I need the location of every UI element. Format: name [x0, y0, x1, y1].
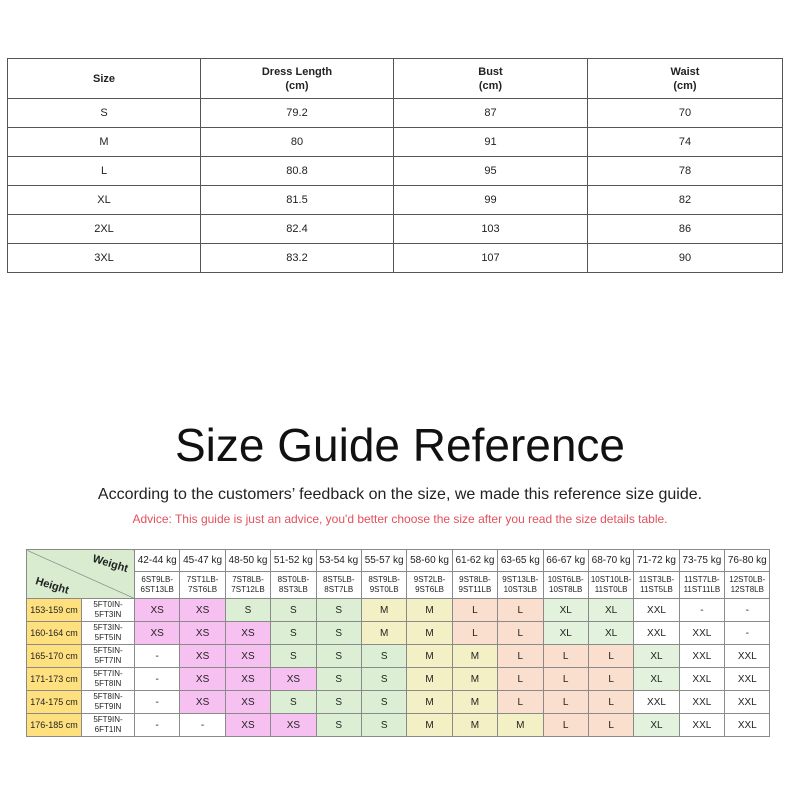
height-ft-cell	[82, 622, 135, 645]
table-cell: 103	[394, 215, 588, 244]
size-cell: S	[271, 645, 316, 668]
table-cell: 99	[394, 186, 588, 215]
size-cell: L	[588, 645, 633, 668]
height-row	[27, 599, 770, 622]
table-row	[8, 244, 783, 273]
weight-lb-cell	[225, 572, 270, 599]
size-cell: L	[498, 645, 543, 668]
height-cm-cell: 160-164 cm	[27, 622, 82, 645]
height-ft-cell	[82, 668, 135, 691]
table-cell: 87	[394, 99, 588, 128]
table-row	[8, 157, 783, 186]
size-cell: XXL	[679, 691, 724, 714]
table-cell: 91	[394, 128, 588, 157]
size-cell: M	[452, 714, 497, 737]
size-cell: L	[452, 599, 497, 622]
cell-line: (cm)	[285, 79, 309, 92]
weight-kg-cell: 58-60 kg	[407, 550, 452, 572]
table-cell: 80	[201, 128, 394, 157]
size-cell: XL	[588, 622, 633, 645]
size-cell: XXL	[725, 714, 770, 737]
weight-lb-cell	[588, 572, 633, 599]
table-cell: L	[8, 157, 201, 186]
cell-line: (cm)	[673, 79, 697, 92]
size-cell: XL	[634, 668, 679, 691]
measurement-table	[7, 58, 783, 273]
weight-lb-cell	[407, 572, 452, 599]
table-row	[8, 128, 783, 157]
size-cell: -	[135, 691, 180, 714]
size-cell: L	[498, 691, 543, 714]
weight-lb-cell	[361, 572, 406, 599]
size-cell: M	[407, 714, 452, 737]
cell-line: Bust	[478, 65, 503, 78]
size-cell: XXL	[725, 645, 770, 668]
cell-line: 5FT0IN-	[93, 600, 123, 609]
cell-line: 12ST0LB-	[729, 575, 766, 584]
cell-line: 10ST3LB	[503, 585, 537, 594]
size-cell: XS	[135, 599, 180, 622]
size-cell: M	[407, 622, 452, 645]
height-cm-cell: 153-159 cm	[27, 599, 82, 622]
weight-kg-cell: 42-44 kg	[135, 550, 180, 572]
size-cell: XS	[225, 645, 270, 668]
weight-lb-cell	[725, 572, 770, 599]
size-cell: M	[361, 599, 406, 622]
size-cell: M	[498, 714, 543, 737]
cell-line: 5FT5IN-	[93, 646, 123, 655]
table-cell: 95	[394, 157, 588, 186]
size-cell: -	[725, 599, 770, 622]
size-cell: -	[180, 714, 225, 737]
size-cell: L	[498, 622, 543, 645]
corner-weight-label: Weight	[90, 552, 129, 576]
size-cell: L	[543, 691, 588, 714]
table-cell: 79.2	[201, 99, 394, 128]
cell-line: 8ST3LB	[278, 585, 308, 594]
weight-kg-cell: 68-70 kg	[588, 550, 633, 572]
size-cell: XL	[543, 599, 588, 622]
weight-lb-cell	[543, 572, 588, 599]
height-cm-cell: 165-170 cm	[27, 645, 82, 668]
size-cell: XS	[271, 668, 316, 691]
size-cell: S	[316, 668, 361, 691]
cell-line: 5FT9IN-	[93, 715, 123, 724]
size-cell: XXL	[634, 622, 679, 645]
size-cell: XS	[180, 668, 225, 691]
cell-line: 6FT1IN	[94, 725, 122, 734]
size-cell: S	[271, 622, 316, 645]
height-cm-cell: 176-185 cm	[27, 714, 82, 737]
table-cell: 90	[588, 244, 783, 273]
size-cell: M	[452, 691, 497, 714]
cell-line: 7ST12LB	[231, 585, 265, 594]
size-cell: L	[588, 714, 633, 737]
size-cell: XL	[543, 622, 588, 645]
height-row	[27, 714, 770, 737]
weight-kg-cell: 53-54 kg	[316, 550, 361, 572]
cell-line: 5FT9IN	[94, 702, 122, 711]
size-cell: S	[316, 599, 361, 622]
size-cell: M	[407, 691, 452, 714]
height-row	[27, 622, 770, 645]
header-row	[8, 59, 783, 99]
height-ft-cell	[82, 714, 135, 737]
size-cell: XXL	[679, 622, 724, 645]
cell-line: 7ST1LB-	[186, 575, 219, 584]
size-cell: -	[679, 599, 724, 622]
cell-line: 10ST10LB-	[590, 575, 632, 584]
size-cell: L	[588, 668, 633, 691]
cell-line: 5FT8IN	[94, 679, 122, 688]
cell-line: 11ST0LB	[594, 585, 628, 594]
cell-line: 9ST2LB-	[413, 575, 446, 584]
table-row	[8, 215, 783, 244]
height-cm-cell: 174-175 cm	[27, 691, 82, 714]
cell-line: 8ST5LB-	[322, 575, 355, 584]
column-header	[201, 59, 394, 99]
size-cell: S	[361, 691, 406, 714]
cell-line: 11ST5LB	[640, 585, 673, 594]
size-cell: S	[225, 599, 270, 622]
weight-kg-cell: 48-50 kg	[225, 550, 270, 572]
table-cell: 70	[588, 99, 783, 128]
size-cell: S	[316, 645, 361, 668]
size-cell: XL	[588, 599, 633, 622]
weight-lb-cell	[452, 572, 497, 599]
column-header	[8, 59, 201, 99]
weight-kg-cell: 51-52 kg	[271, 550, 316, 572]
cell-line: 10ST6LB-	[547, 575, 584, 584]
advice-note: Advice: This guide is just an advice, you'd better choose the size after you read the size details table.	[132, 512, 668, 526]
size-cell: S	[361, 668, 406, 691]
size-cell: XXL	[634, 691, 679, 714]
size-cell: S	[271, 691, 316, 714]
size-cell: XS	[180, 599, 225, 622]
table-cell: 80.8	[201, 157, 394, 186]
cell-line: 5FT3IN-	[93, 623, 123, 632]
size-cell: XXL	[679, 645, 724, 668]
table-row	[8, 99, 783, 128]
size-cell: M	[452, 668, 497, 691]
size-cell: M	[407, 645, 452, 668]
table-cell: 82	[588, 186, 783, 215]
height-ft-cell	[82, 599, 135, 622]
size-cell: XS	[225, 691, 270, 714]
size-guide-table	[26, 549, 770, 737]
cell-line: 6ST13LB	[140, 585, 174, 594]
size-cell: -	[725, 622, 770, 645]
cell-line: 5FT8IN-	[93, 692, 123, 701]
size-cell: XS	[225, 668, 270, 691]
cell-line: 8ST7LB	[324, 585, 354, 594]
weight-lb-cell	[679, 572, 724, 599]
weight-kg-row	[27, 550, 770, 572]
size-cell: M	[407, 599, 452, 622]
size-cell: -	[135, 714, 180, 737]
size-cell: L	[452, 622, 497, 645]
weight-kg-cell: 61-62 kg	[452, 550, 497, 572]
size-cell: -	[135, 645, 180, 668]
size-cell: S	[361, 645, 406, 668]
cell-line: 7ST8LB-	[232, 575, 264, 584]
size-cell: L	[588, 691, 633, 714]
cell-line: 9ST6LB	[415, 585, 444, 594]
size-cell: XL	[634, 645, 679, 668]
weight-kg-cell: 76-80 kg	[725, 550, 770, 572]
size-cell: M	[407, 668, 452, 691]
cell-line: 12ST8LB	[730, 585, 764, 594]
size-cell: S	[316, 714, 361, 737]
weight-kg-cell: 45-47 kg	[180, 550, 225, 572]
weight-lb-cell	[180, 572, 225, 599]
size-cell: XS	[180, 645, 225, 668]
size-cell: L	[543, 714, 588, 737]
size-cell: XS	[180, 622, 225, 645]
height-ft-cell	[82, 645, 135, 668]
size-cell: M	[361, 622, 406, 645]
size-cell: XXL	[725, 691, 770, 714]
size-cell: -	[135, 668, 180, 691]
size-cell: M	[452, 645, 497, 668]
table-row	[8, 186, 783, 215]
cell-line: 8ST0LB-	[277, 575, 310, 584]
cell-line: 9ST0LB	[369, 585, 399, 594]
size-cell: XS	[225, 714, 270, 737]
table-cell: 82.4	[201, 215, 394, 244]
size-cell: XXL	[725, 668, 770, 691]
cell-line: 5FT5IN	[94, 633, 122, 642]
cell-line: 9ST11LB	[458, 585, 492, 594]
cell-line: 11ST7LB-	[684, 575, 720, 584]
size-cell: XXL	[634, 599, 679, 622]
size-cell: S	[271, 599, 316, 622]
size-cell: XS	[225, 622, 270, 645]
table-cell: 3XL	[8, 244, 201, 273]
size-cell: L	[498, 668, 543, 691]
size-cell: S	[316, 622, 361, 645]
size-guide-body	[27, 550, 770, 737]
weight-height-corner	[27, 550, 135, 599]
page-title: Size Guide Reference	[174, 419, 626, 471]
table-cell: 74	[588, 128, 783, 157]
size-cell: L	[498, 599, 543, 622]
weight-kg-cell: 66-67 kg	[543, 550, 588, 572]
cell-line: 9ST8LB-	[459, 575, 491, 584]
table-cell: 107	[394, 244, 588, 273]
height-ft-cell	[82, 691, 135, 714]
size-cell: S	[316, 691, 361, 714]
weight-lb-cell	[135, 572, 180, 599]
cell-line: 8ST9LB-	[368, 575, 400, 584]
table-cell: 81.5	[201, 186, 394, 215]
size-cell: XS	[180, 691, 225, 714]
measurement-table-header	[8, 59, 783, 99]
cell-line: 5FT7IN-	[93, 669, 123, 678]
weight-kg-cell: 55-57 kg	[361, 550, 406, 572]
table-cell: 78	[588, 157, 783, 186]
weight-lb-cell	[316, 572, 361, 599]
weight-kg-cell: 63-65 kg	[498, 550, 543, 572]
table-cell: 2XL	[8, 215, 201, 244]
weight-lb-cell	[271, 572, 316, 599]
column-header	[394, 59, 588, 99]
cell-line: 11ST11LB	[683, 585, 721, 594]
table-cell: S	[8, 99, 201, 128]
size-cell: L	[543, 645, 588, 668]
cell-line: 6ST9LB-	[141, 575, 173, 584]
table-cell: 83.2	[201, 244, 394, 273]
cell-line: 7ST6LB	[188, 585, 218, 594]
height-row	[27, 645, 770, 668]
cell-line: (cm)	[478, 79, 503, 92]
page-subtitle: According to the customers’ feedback on the size, we made this reference size guide.	[97, 486, 703, 503]
table-cell: 86	[588, 215, 783, 244]
size-cell: XL	[634, 714, 679, 737]
size-cell: L	[543, 668, 588, 691]
weight-kg-cell: 71-72 kg	[634, 550, 679, 572]
height-row	[27, 668, 770, 691]
size-cell: XS	[271, 714, 316, 737]
size-cell: XS	[135, 622, 180, 645]
corner-height-label: Height	[33, 575, 71, 597]
column-header	[588, 59, 783, 99]
height-cm-cell: 171-173 cm	[27, 668, 82, 691]
cell-line: 5FT7IN	[94, 656, 122, 665]
cell-line: 9ST13LB-	[502, 575, 539, 584]
cell-line: 11ST3LB-	[638, 575, 675, 584]
cell-line: Dress Length	[261, 65, 333, 78]
weight-kg-cell: 73-75 kg	[679, 550, 724, 572]
cell-line: Waist	[670, 65, 700, 78]
size-cell: XXL	[679, 714, 724, 737]
weight-lb-cell	[498, 572, 543, 599]
table-cell: XL	[8, 186, 201, 215]
weight-lb-row	[27, 572, 770, 599]
cell-line: 10ST8LB	[549, 585, 583, 594]
cell-line: 5FT3IN	[94, 610, 122, 619]
weight-lb-cell	[634, 572, 679, 599]
height-row	[27, 691, 770, 714]
table-cell: M	[8, 128, 201, 157]
size-cell: XXL	[679, 668, 724, 691]
size-cell: S	[361, 714, 406, 737]
cell-line: Size	[92, 72, 115, 85]
measurement-table-body	[8, 99, 783, 273]
